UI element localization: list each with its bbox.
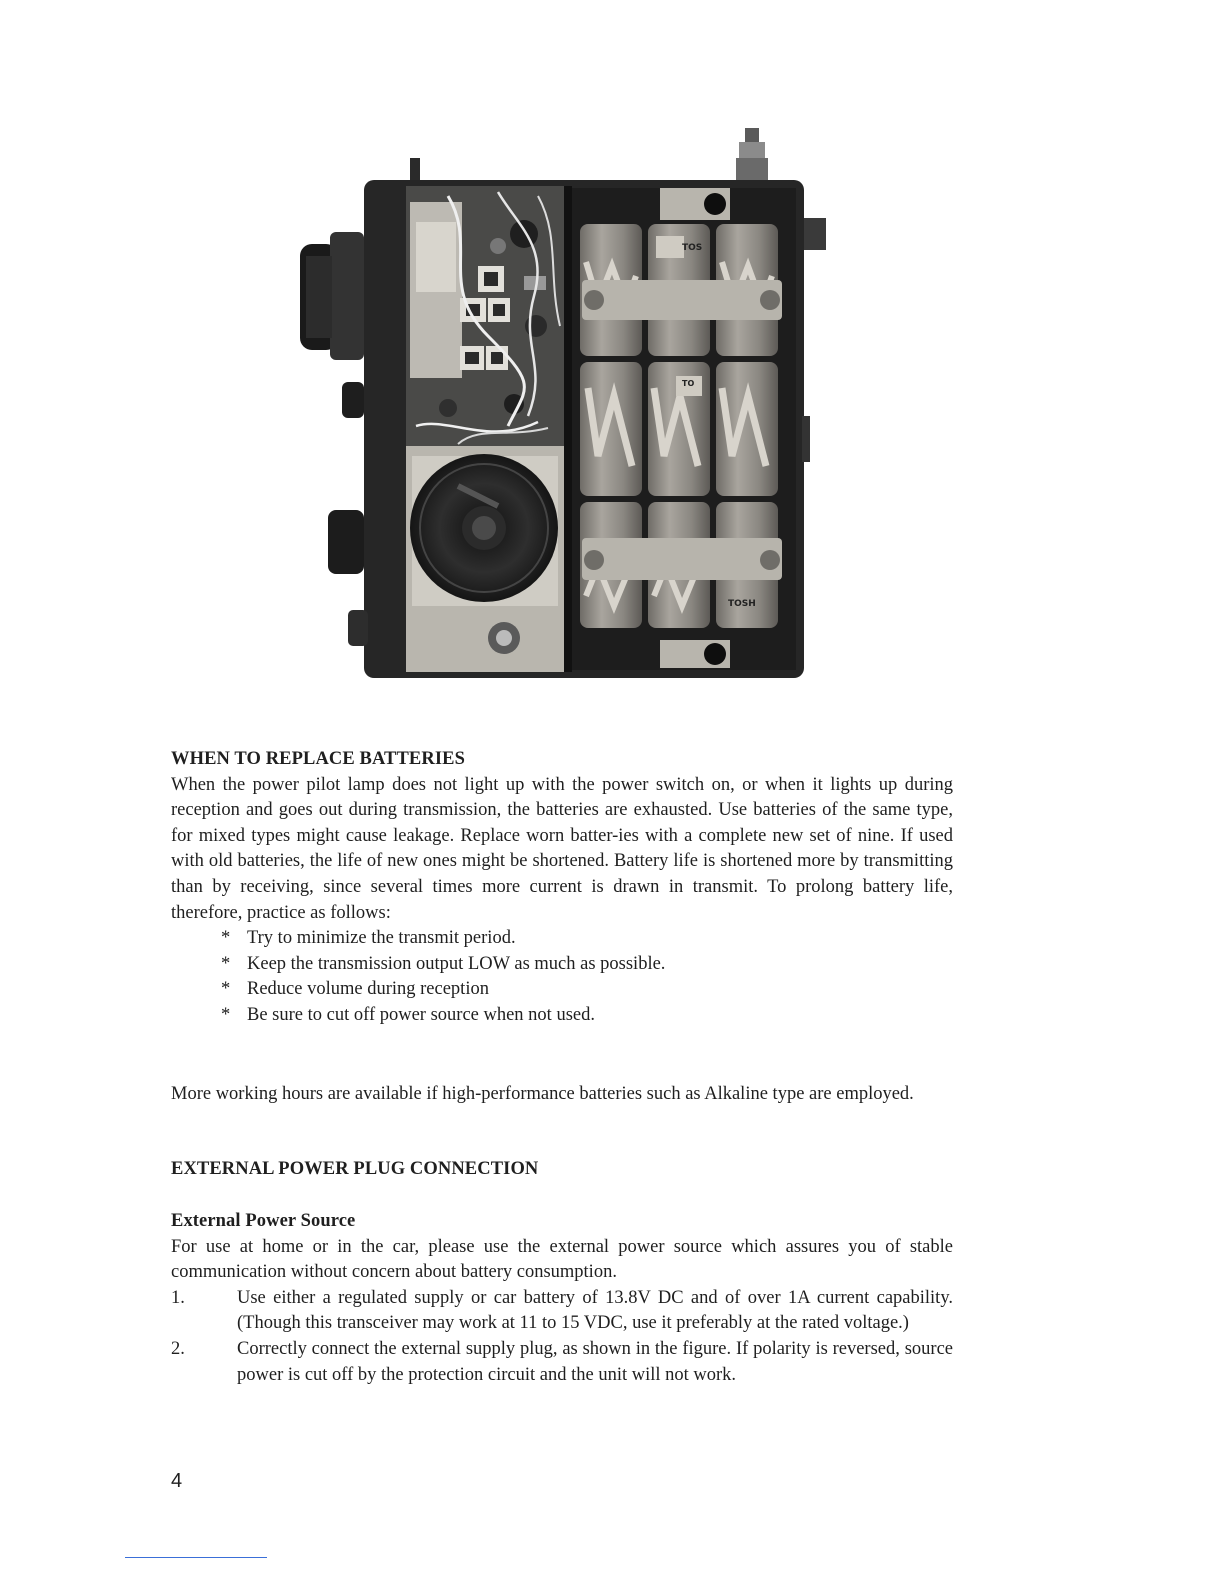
section-replace-batteries <box>171 747 953 1029</box>
heading-external-power: EXTERNAL POWER PLUG CONNECTION <box>171 1159 539 1179</box>
list-item <box>221 1003 953 1029</box>
svg-text:TO: TO <box>682 379 695 388</box>
bullet-star: * <box>221 1004 231 1025</box>
battery-strap-bottom <box>582 538 782 580</box>
tip-text: Try to minimize the transmit period. <box>247 928 516 949</box>
tip-text: Keep the transmission output LOW as much as possible. <box>247 953 666 974</box>
subsection-external-power-source <box>171 1209 953 1388</box>
bullet-star: * <box>221 928 231 949</box>
side-plug <box>348 610 368 646</box>
antenna-connector <box>736 128 768 180</box>
list-item <box>221 926 953 952</box>
tuning-knob <box>300 232 364 360</box>
step-number: 1. <box>171 1287 185 1308</box>
list-item <box>221 952 953 978</box>
battery-row-2 <box>580 362 778 496</box>
svg-text:TOSH: TOSH <box>728 599 756 609</box>
bullet-star: * <box>221 979 231 1000</box>
list-item <box>221 977 953 1003</box>
step-text: Correctly connect the external supply plug, as shown in the figure. If polarity is reversed, source power is cut off by the protection circuit and the unit will not work. <box>237 1338 953 1385</box>
list-item <box>171 1337 953 1388</box>
speaker <box>406 446 564 672</box>
side-button <box>328 510 364 574</box>
tip-text: Be sure to cut off power source when not used. <box>247 1004 595 1025</box>
circuit-board <box>406 186 564 446</box>
subheading-external-power-source: External Power Source <box>171 1211 356 1231</box>
svg-text:TOS: TOS <box>682 243 703 253</box>
external-power-steps <box>171 1286 953 1388</box>
page-number: 4 <box>171 1470 183 1492</box>
side-jack <box>342 382 364 418</box>
step-number: 2. <box>171 1338 185 1359</box>
battery-compartment <box>572 188 796 670</box>
paragraph-replace-batteries: When the power pilot lamp does not light up with the power switch on, or when it lights up during reception and goes out during transmission, the batteries are exhausted. Use batteries of the same type, for mixed types might cause leakage. Replace worn batter-ies with a complete new set of nine. If used with old batteries, the life of new ones might be shortened. Battery life is shortened more by transmitting than by receiving, since several times more current is drawn in transmit. To prolong battery life, therefore, practice as follows: <box>171 774 953 923</box>
footer-rule <box>125 1557 267 1558</box>
heading-replace-batteries: WHEN TO REPLACE BATTERIES <box>171 749 465 769</box>
section-external-power <box>171 1157 953 1183</box>
step-text: Use either a regulated supply or car battery of 13.8V DC and of over 1A current capability. (Though this transceiver may work at 11 to 15 VDC, use it preferably at the rated voltage.) <box>237 1287 953 1334</box>
tip-text: Reduce volume during reception <box>247 979 489 1000</box>
battery-tips-list <box>171 926 953 1028</box>
paragraph-external-power: For use at home or in the car, please use the external power source which assures you of stable communication without concern about battery consumption. <box>171 1236 953 1283</box>
battery-strap-top <box>582 280 782 320</box>
paragraph-alkaline: More working hours are available if high-performance batteries such as Alkaline type are employed. <box>171 1084 914 1104</box>
transceiver-interior-photo <box>298 126 828 682</box>
bullet-star: * <box>221 953 231 974</box>
list-item <box>171 1286 953 1337</box>
